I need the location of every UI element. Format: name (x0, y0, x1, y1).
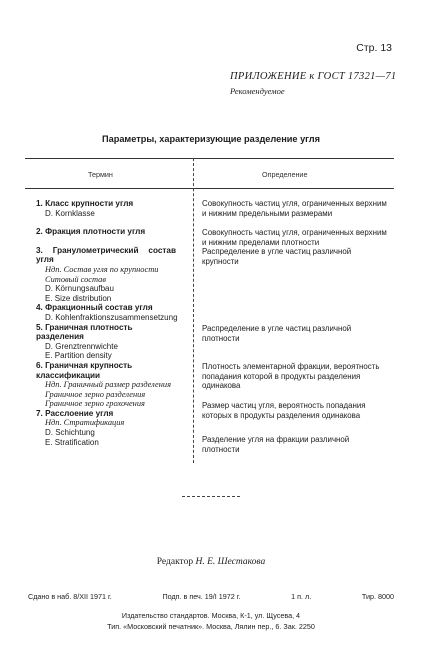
section-divider (182, 496, 240, 497)
definition-3: Распределение в угле частиц различной крупности (202, 247, 352, 266)
appendix-heading: ПРИЛОЖЕНИЕ к ГОСТ 17321—71 (230, 71, 397, 82)
column-header-definition: Определение (262, 170, 308, 179)
term-2: 2. Фракция плотности угля (36, 227, 146, 237)
editor-label: Редактор (156, 557, 194, 567)
term-6-alt2: Граничное зерно грохочения (45, 399, 145, 409)
term-3-sieve: Ситовый состав (45, 274, 106, 284)
term-1-de: D. Kornklasse (45, 208, 95, 218)
term-7-de: D. Schichtung (45, 428, 95, 438)
printer-line: Тип. «Московский печатник». Москва, Лялин пер., 6. Зак. 2250 (107, 622, 315, 631)
definition-4: Распределение в угле частиц различной плотности (202, 324, 352, 343)
page-title: Параметры, характеризующие разделение угля (102, 134, 320, 144)
term-4-de: D. Kohlenfraktionszusammensetzung (45, 312, 178, 322)
definition-1: Совокупность частиц угля, ограниченных верхним и нижним предельными размерами (202, 199, 387, 218)
imprint-line (28, 592, 394, 601)
print-sheets: 1 п. л. (291, 592, 312, 601)
column-header-term: Термин (88, 170, 113, 179)
table-header-band (25, 158, 394, 189)
term-7-ndp: Ндп. Стратификация (45, 418, 125, 428)
term-5: 5. Граничная плотность разделения (36, 322, 133, 342)
editor-line (0, 557, 422, 567)
terms-column (30, 199, 180, 447)
page-number: Стр. 13 (356, 42, 392, 54)
definition-6: Размер частиц угля, вероятность попадания которых в продукты разделения одинакова (202, 401, 366, 420)
publisher-line: Издательство стандартов. Москва, К-1, ул. Щусева, 4 (121, 611, 301, 620)
term-6-ndp: Ндп. Граничный размер разделения (45, 380, 171, 390)
term-4: 4. Фракционный состав угля (36, 303, 153, 313)
sent-to-typesetting: Сдано в наб. 8/XII 1971 г. (28, 592, 112, 601)
term-5-de: D. Grenztrennwichte (45, 341, 118, 351)
editor-name: Н. Е. Шестакова (195, 557, 266, 567)
recommended-note: Рекомендуемое (230, 86, 285, 96)
definition-2: Совокупность частиц угля, ограниченных верхним и нижним пределами плотности (202, 228, 387, 247)
term-5-en: E. Partition density (45, 351, 112, 361)
term-7: 7. Расслоение угля (36, 408, 114, 418)
term-3: 3. Гранулометрический состав угля (36, 245, 176, 265)
definition-7: Разделение угля на фракции различной плотности (202, 435, 350, 454)
term-3-en: E. Size distribution (45, 293, 112, 303)
term-6: 6. Граничная крупность классификации (36, 360, 133, 380)
signed-for-print: Подп. в печ. 19/I 1972 г. (162, 592, 241, 601)
term-7-en: E. Stratification (45, 437, 99, 447)
term-6-alt1: Граничное зерно разделения (45, 389, 146, 399)
column-divider (193, 158, 194, 463)
term-3-ndp: Ндп. Состав угля по крупности (45, 264, 159, 274)
term-3-de: D. Körnungsaufbau (45, 284, 114, 294)
term-1: 1. Класс крупности угля (36, 199, 134, 208)
definition-5: Плотность элементарной фракции, вероятность попадания которой в продукты разделения одинакова (202, 362, 380, 391)
print-run: Тир. 8000 (361, 592, 394, 601)
